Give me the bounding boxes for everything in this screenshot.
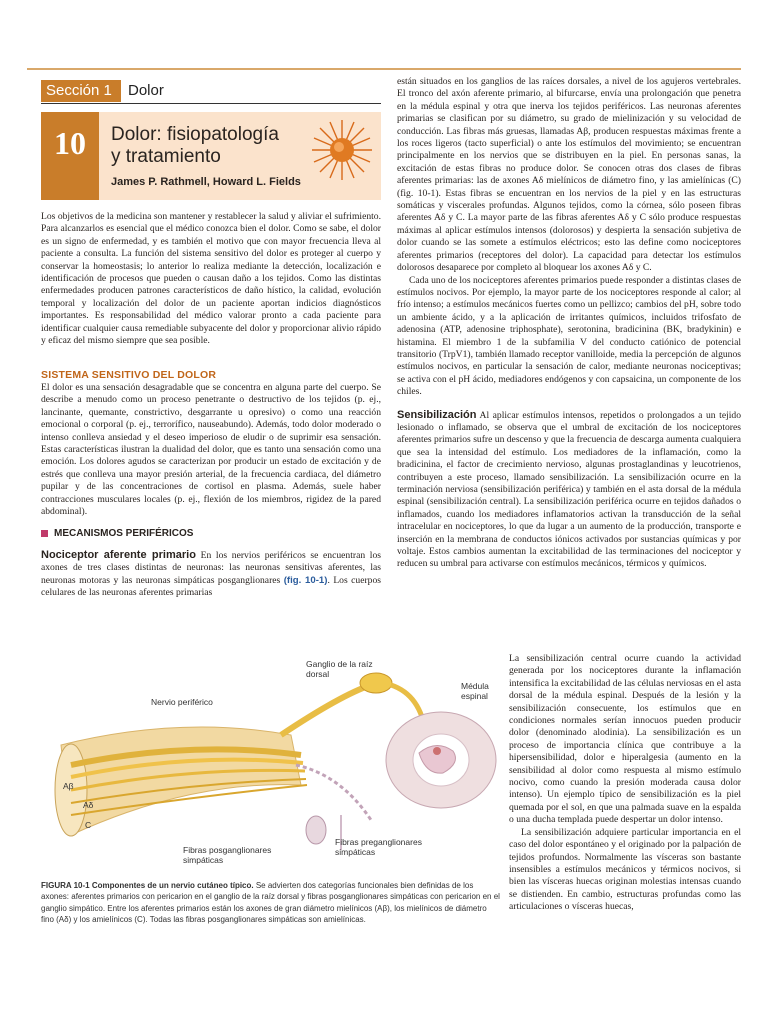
section-rule (41, 103, 381, 104)
heading-mecanismos (41, 528, 381, 540)
label-preganglionares: Fibras preganglionares simpáticas (335, 837, 422, 857)
sensibilizacion-paragraph (397, 409, 741, 571)
pain-burst-icon (310, 118, 374, 182)
chapter-title-line2: y tratamiento (111, 146, 221, 167)
section-label: Sección 1 (41, 80, 121, 102)
label-ganglio: Ganglio de la raíz dorsal (306, 659, 373, 679)
caption-title: FIGURA 10-1 Componentes de un nervio cutáneo típico. (41, 881, 254, 890)
chapter-number: 10 (41, 112, 99, 200)
nociceptor-paragraph (41, 549, 381, 600)
label-adelta: Aδ (83, 800, 94, 810)
sensibilizacion-text-a: Al aplicar estímulos intensos, repetidos o prolongados a un tejido lesionado o inflamado, se observa que el umbral de excitación de los nociceptores aferentes primarios sufre un descenso y que la frecuencia de descarga aumenta cualquiera que sea la intensidad del estímulo. Los mediadores de la inflamación, como la bradicinina, el factor de crecimiento nervioso, algunas prostaglandinas y leucotrienos, contribuyen a este proceso, llamado sensibilización. La sensibilización ocurre en la terminación nerviosa (sensibilización periférica) y también en el asta dorsal de la médula espinal (sensibilización central). La sensibilización periférica ocurre en tejidos dañados o inflamados, cuando los mediadores inflamatorios activan la transducción de la señal intracelular en nociceptores, lo que da lugar a un aumento de la producción, transporte e inserción en la membrana de conductos iónicos activados por sustancias químicas y por voltaje. Estos cambios aumentan la excitabilidad de las terminaciones del nociceptor y reducen su umbral para activarse con estímulos mecánicos, térmicos y químicos. (397, 409, 741, 570)
label-posganglionares: Fibras posganglionares simpáticas (183, 845, 272, 865)
right-paragraph-2: Cada uno de los nociceptores aferentes primarios puede responder a distintas clases de estímulos nocivos. Por ejemplo, la mayor parte de los nociceptores responde al calor; al frío intenso; a estímulos mecánicos fuertes como un pellizco; cambios del pH, sobre todo un ambiente ácido, y a la aplicación de irritantes químicos, incluidos trifosfato de adenosina (ATP, adenosine triphosphate), serotonina, bradicinina (BK, bradykinin) e histamina. El miembro 1 de la subfamilia V del conducto catiónico de potencial transitorio (TrpV1), también llamado receptor vanilloide, media la percepción de algunos estímulos nocivos, en particular la sensación de calor, mediante neuronas nociceptivas; se activa con el pH ácido, mediadores endógenos y con capsaicina, un componente de los chiles. (397, 274, 741, 398)
sensibilizacion-heading: Sensibilización (397, 408, 477, 421)
figure-caption (41, 880, 501, 925)
section-title: Dolor (128, 82, 164, 99)
figure-10-1 (41, 655, 506, 873)
nociceptor-text-b: . Los cuerpos celulares de las neuronas aferentes primarias (41, 574, 382, 598)
sensibilizacion-text-b: La sensibilización central ocurre cuando la actividad generada por los nociceptores durante la inflamación intensifica la excitabilidad de las células nerviosas en el asta dorsal de la médula espinal. Después de la lesión y la sensibilización consecuente, los estímulos que en condiciones normales serían innocuos pueden producir dolor (denominado alodinia). La sensibilización es un proceso de importancia clínica que contribuye a la hipersensibilidad, dolor e hiperalgesia (aumento en la sensibilidad al dolor como respuesta al mismo estímulo nocivo, como cuando la presión moderada causa dolor intenso). Un ejemplo típico de sensibilización es la piel quemada por el sol, en que una palmada suave en la espalda o una ducha templada puede despertar un dolor intenso. (509, 653, 741, 826)
right-column-bottom (509, 653, 741, 914)
left-column (41, 211, 381, 599)
right-paragraph-last: La sensibilización adquiere particular importancia en el caso del dolor espontáneo y el originado por la palpación de tejidos profundos. Normalmente las vísceras son bastante insensibles a estímulos mecánicos y térmicos nocivos, si bien las vísceras huecas originan molestias intensas cuando se distienden. En cambio, estructuras profundas como las articulaciones o vísceras huecas, (509, 826, 741, 913)
label-c: C (85, 820, 92, 830)
chapter-title (111, 124, 279, 168)
right-paragraph-1: están situados en los ganglios de las raíces dorsales, a nivel de los agujeros vertebrales. El tronco del axón aferente primario, al bifurcarse, envía una prolongación que penetra en la médula espinal y otra que inerva los tejidos periféricos. Las neuronas aferentes primarias se clasifican por su diámetro, su grado de mielinización y su velocidad de conducción. Las fibras más gruesas, llamadas Aβ, producen respuestas máximas frente a los roces ligeros (tacto superficial) o ante los estímulos del movimiento; se encuentran principalmente en los nervios que se distribuyen en la piel. En personas sanas, la excitación de estas fibras no produce dolor. Se conocen otras dos clases de fibras aferentes primarias: las de axones Aδ mielínicos de diámetro fino, y las amielínicas (C) (fig. 10-1). Estas fibras se encuentran en los nervios de la piel y en las estructuras somáticas y viscerales profundas. Algunos tejidos, como la córnea, sólo poseen fibras aferentes Aδ y C. La mayor parte de las fibras aferentes Aδ y C sólo produce respuestas máximas al aplicar estímulos intensos (dolorosos) y despierta la sensación subjetiva de dolor cuando se las somete a estímulos eléctricos; esto las define como nociceptores aferentes primarios (receptores del dolor). La capacidad para detectar los estímulos dolorosos desaparece por completo al bloquear los axones Aδ y C. (397, 76, 741, 274)
nociceptor-heading: Nociceptor aferente primario (41, 548, 196, 561)
chapter-title-line1: Dolor: fisiopatología (111, 124, 279, 145)
label-medula: Médula espinal (461, 681, 489, 701)
right-column-top (397, 76, 741, 571)
heading-mecanismos-text: MECANISMOS PERIFÉRICOS (54, 528, 194, 540)
label-nervio: Nervio periférico (151, 697, 213, 707)
section-square-icon (41, 530, 48, 537)
top-rule (27, 68, 741, 70)
label-abeta: Aβ (63, 781, 74, 791)
nerve-illustration (41, 655, 506, 873)
intro-paragraph: Los objetivos de la medicina son mantener y restablecer la salud y aliviar el sufrimiento. Para alcanzarlos es esencial que el médico conozca bien el dolor. Como se sabe, el dolor es un signo de enfermedad, y es también el motivo que con mayor frecuencia lleva al paciente a consulta. La función del sistema sensitivo del dolor es proteger al cuerpo y conservar la homeostasis; lo anterior lo realiza mediante la detección, localización e identificación de procesos que pueden o causan daño a los tejidos. Como las distintas enfermedades producen patrones característicos de daño hístico, la calidad, evolución temporal y localización del dolor de un paciente aportan indicios diagnósticos importantes. Es responsabilidad del médico valorar pronto a cada paciente para identificar cualquier causa remediable subyacente del dolor y proporcionar alivio rápido y eficaz del mismo siempre que sea posible. (41, 211, 381, 347)
heading-sistema-sensitivo: SISTEMA SENSITIVO DEL DOLOR (41, 369, 217, 382)
sistema-paragraph: El dolor es una sensación desagradable que se concentra en alguna parte del cuerpo. Se describe a menudo como un proceso penetrante o destructivo de los tejidos (p. ej., lancinante, quemante, constrictivo, desgarrante u opresivo) o como una reacción emocional o corporal (p. ej., terrorífico, nauseabundo). Además, todo dolor moderado o intenso conlleva ansiedad y el deseo imperioso de eludir o de suprimir esa sensación. Estas características ilustran la dualidad del dolor, que es tanto una sensación como una emoción. Los dolores agudos se caracterizan por producir un estado de excitación y de estrés que conlleva una mayor presión arterial, de la frecuencia cardiaca, del diámetro pupilar y de las concentraciones de cortisol en plasma. Además, suele haber contracciones musculares locales (p. ej., flexión de los miembros, rigidez de la pared abdominal). (41, 381, 381, 517)
fig-reference-link[interactable]: (fig. 10-1) (283, 574, 328, 586)
caption-text: Se advierten dos categorías funcionales bien definidas de los axones: aferentes primarios con pericarion en el ganglio de la raíz dorsal y fibras posganglionares simpáticas con pericarion en el ganglio simpático. Entre los aferentes primarios están los axones de gran diámetro mielínicos (Aβ), los mielínicos de diámetro fino (Aδ) y los amielínicos (C). Todas las fibras posganglionares simpáticas son amielínicas. (41, 881, 500, 924)
nociceptor-text-a: En los nervios periféricos se encuentran los axones de tres clases distintas de neuronas: las neuronas sensitivas aferentes, las neuronas motoras y las neuronas simpáticas posganglionares (41, 549, 381, 586)
chapter-authors: James P. Rathmell, Howard L. Fields (111, 176, 301, 188)
